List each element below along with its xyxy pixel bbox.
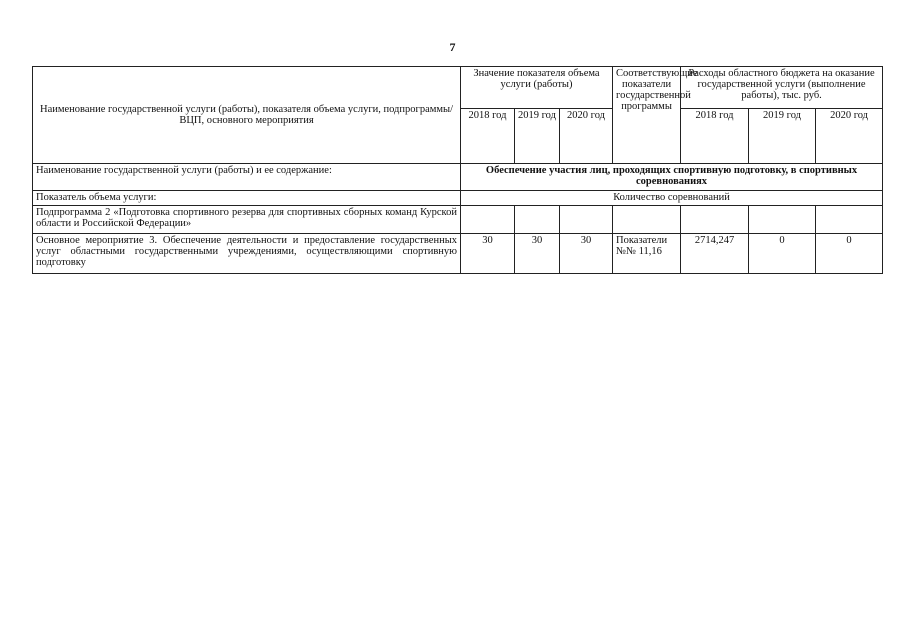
subprogram-empty-cell	[816, 206, 883, 234]
subprogram-label: Подпрограмма 2 «Подготовка спортивного резерва для спортивных сборных команд Курской области и Российской Федерации»	[33, 206, 461, 234]
header-indicator-group: Значение показателя объема услуги (работы)	[461, 67, 613, 109]
service-label: Наименование государственной услуги (работы) и ее содержание:	[33, 164, 461, 191]
volume-label: Показатель объема услуги:	[33, 191, 461, 206]
budget-table	[32, 66, 883, 274]
volume-row	[33, 191, 883, 206]
service-value: Обеспечение участия лиц, проходящих спортивную подготовку, в спортивных соревнованиях	[461, 164, 883, 191]
measure-value-2020: 30	[560, 234, 613, 274]
measure-expense-2020: 0	[816, 234, 883, 274]
header-row-1	[33, 67, 883, 109]
header-expense-year-2020: 2020 год	[816, 109, 883, 164]
measure-value-2019: 30	[515, 234, 560, 274]
subprogram-empty-cell	[681, 206, 749, 234]
subprogram-empty-cell	[461, 206, 515, 234]
header-expenses-group: Расходы областного бюджета на оказание государственной услуги (выполнение работы), тыс. руб.	[681, 67, 883, 109]
measure-label: Основное мероприятие 3. Обеспечение деятельности и предоставление государственных услуг областными государственными учреждениями, осуществляющими спортивную подготовку	[33, 234, 461, 274]
measure-expense-2018: 2714,247	[681, 234, 749, 274]
subprogram-row	[33, 206, 883, 234]
header-expense-year-2018: 2018 год	[681, 109, 749, 164]
measure-row	[33, 234, 883, 274]
volume-value: Количество соревнований	[461, 191, 883, 206]
measure-value-2018: 30	[461, 234, 515, 274]
subprogram-empty-cell	[560, 206, 613, 234]
header-related-indicators: Соответствующие показатели государственной программы	[613, 67, 681, 164]
header-name-cell: Наименование государственной услуги (работы), показателя объема услуги, подпрограммы/ВЦП, основного мероприятия	[33, 67, 461, 164]
page-number: 7	[449, 40, 456, 54]
subprogram-empty-cell	[515, 206, 560, 234]
service-row	[33, 164, 883, 191]
subprogram-empty-cell	[749, 206, 816, 234]
subprogram-empty-cell	[613, 206, 681, 234]
header-indicator-year-2018: 2018 год	[461, 109, 515, 164]
measure-expense-2019: 0	[749, 234, 816, 274]
header-indicator-year-2020: 2020 год	[560, 109, 613, 164]
header-indicator-year-2019: 2019 год	[515, 109, 560, 164]
measure-related-indicators: Показатели №№ 11,16	[613, 234, 681, 274]
header-expense-year-2019: 2019 год	[749, 109, 816, 164]
